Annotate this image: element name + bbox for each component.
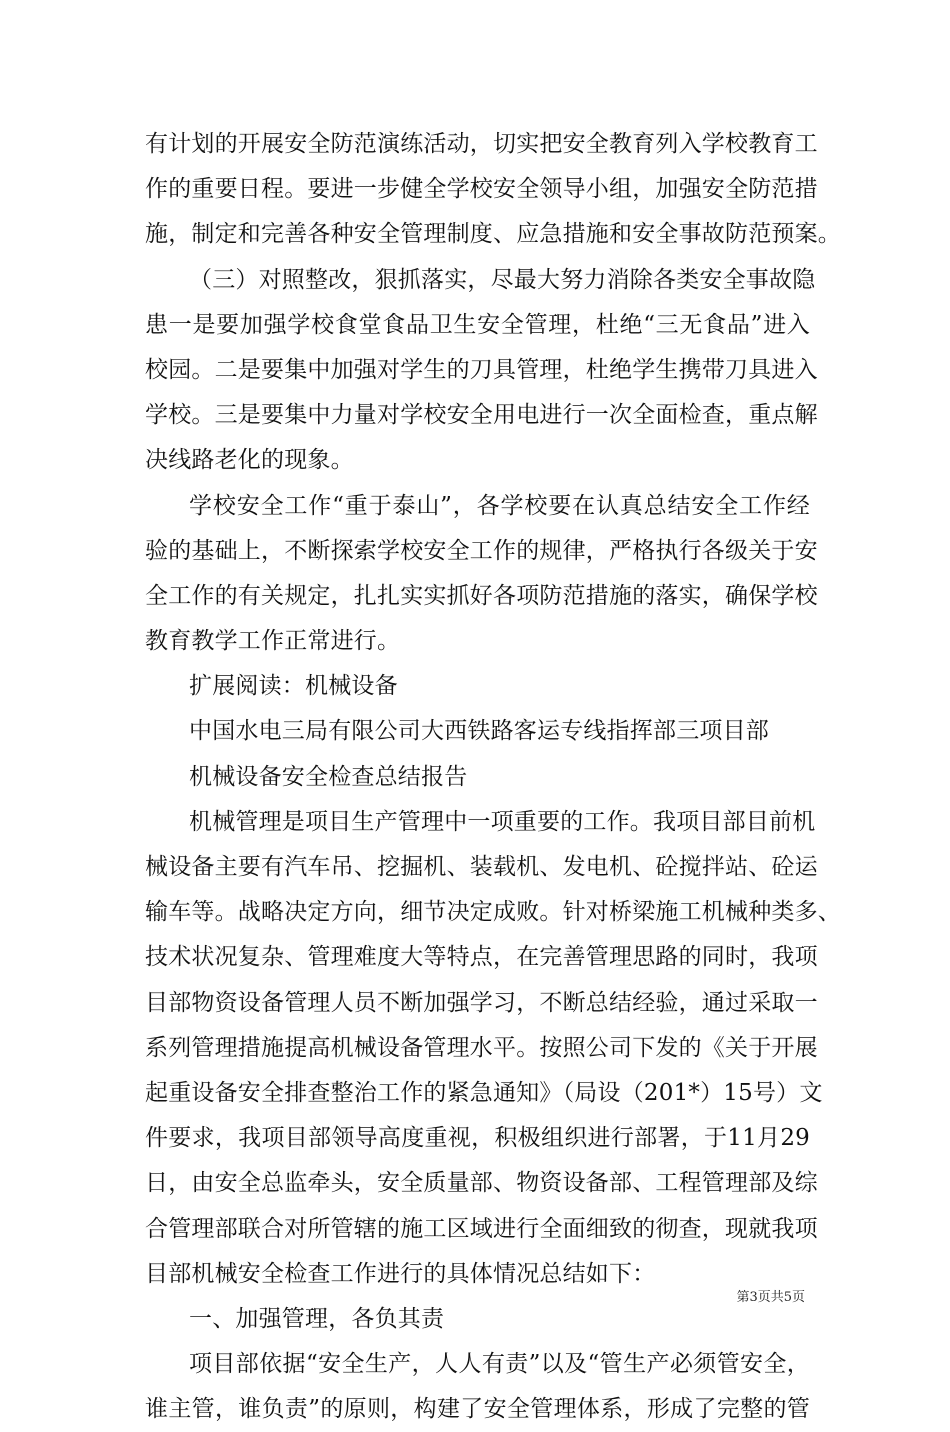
text-line: 作的重要日程。要进一步健全学校安全领导小组，加强安全防范措 xyxy=(145,176,818,203)
document-body xyxy=(145,122,841,1432)
organization-line: 中国水电三局有限公司大西铁路客运专线指挥部三项目部 xyxy=(189,718,769,745)
text-line: 学校。三是要集中力量对学校安全用电进行一次全面检查，重点解 xyxy=(145,402,818,429)
text-line: 输车等。战略决定方向，细节决定成败。针对桥梁施工机械种类多、 xyxy=(145,899,841,926)
text-line: 系列管理措施提高机械设备管理水平。按照公司下发的《关于开展 xyxy=(145,1034,818,1061)
text-line: 全工作的有关规定，扎扎实实抓好各项防范措施的落实，确保学校 xyxy=(145,582,818,609)
text-line: 起重设备安全排查整治工作的紧急通知》（局设（201*）15号）文 xyxy=(145,1079,823,1106)
text-line: 施，制定和完善各种安全管理制度、应急措施和安全事故防范预案。 xyxy=(145,221,841,248)
text-line: 有计划的开展安全防范演练活动，切实把安全教育列入学校教育工 xyxy=(145,131,818,157)
report-title: 机械设备安全检查总结报告 xyxy=(189,763,468,790)
text-line: 验的基础上，不断探索学校安全工作的规律，严格执行各级关于安 xyxy=(145,537,818,564)
text-line: 教育教学工作正常进行。 xyxy=(145,628,401,655)
text-line: 学校安全工作“重于泰山”，各学校要在认真总结安全工作经 xyxy=(189,492,810,519)
text-line: 目部机械安全检查工作进行的具体情况总结如下： xyxy=(145,1260,656,1287)
text-line: 技术状况复杂、管理难度大等特点，在完善管理思路的同时，我项 xyxy=(145,944,818,971)
page-number: 第3页共5页 xyxy=(736,1290,805,1305)
text-line: 决线路老化的现象。 xyxy=(145,447,354,474)
text-line: （三）对照整改，狠抓落实，尽最大努力消除各类安全事故隐 xyxy=(189,266,816,293)
text-line: 校园。二是要集中加强对学生的刀具管理，杜绝学生携带刀具进入 xyxy=(145,356,818,383)
text-line: 谁主管，谁负责”的原则，构建了安全管理体系，形成了完整的管 xyxy=(145,1396,810,1423)
section-heading: 扩展阅读：机械设备 xyxy=(189,673,398,700)
section-heading: 一、加强管理，各负其责 xyxy=(189,1305,445,1332)
text-line: 机械管理是项目生产管理中一项重要的工作。我项目部目前机 xyxy=(189,808,816,835)
text-line: 项目部依据“安全生产，人人有责”以及“管生产必须管安全， xyxy=(189,1351,810,1378)
text-line: 患一是要加强学校食堂食品卫生安全管理，杜绝“三无食品”进入 xyxy=(145,311,810,338)
text-line: 合管理部联合对所管辖的施工区域进行全面细致的彻查，现就我项 xyxy=(145,1215,818,1242)
text-line: 件要求，我项目部领导高度重视，积极组织进行部署，于11月29 xyxy=(145,1125,810,1152)
text-line: 日，由安全总监牵头，安全质量部、物资设备部、工程管理部及综 xyxy=(145,1170,818,1197)
text-line: 械设备主要有汽车吊、挖掘机、装载机、发电机、砼搅拌站、砼运 xyxy=(145,854,818,880)
text-line: 目部物资设备管理人员不断加强学习，不断总结经验，通过采取一 xyxy=(145,989,818,1016)
